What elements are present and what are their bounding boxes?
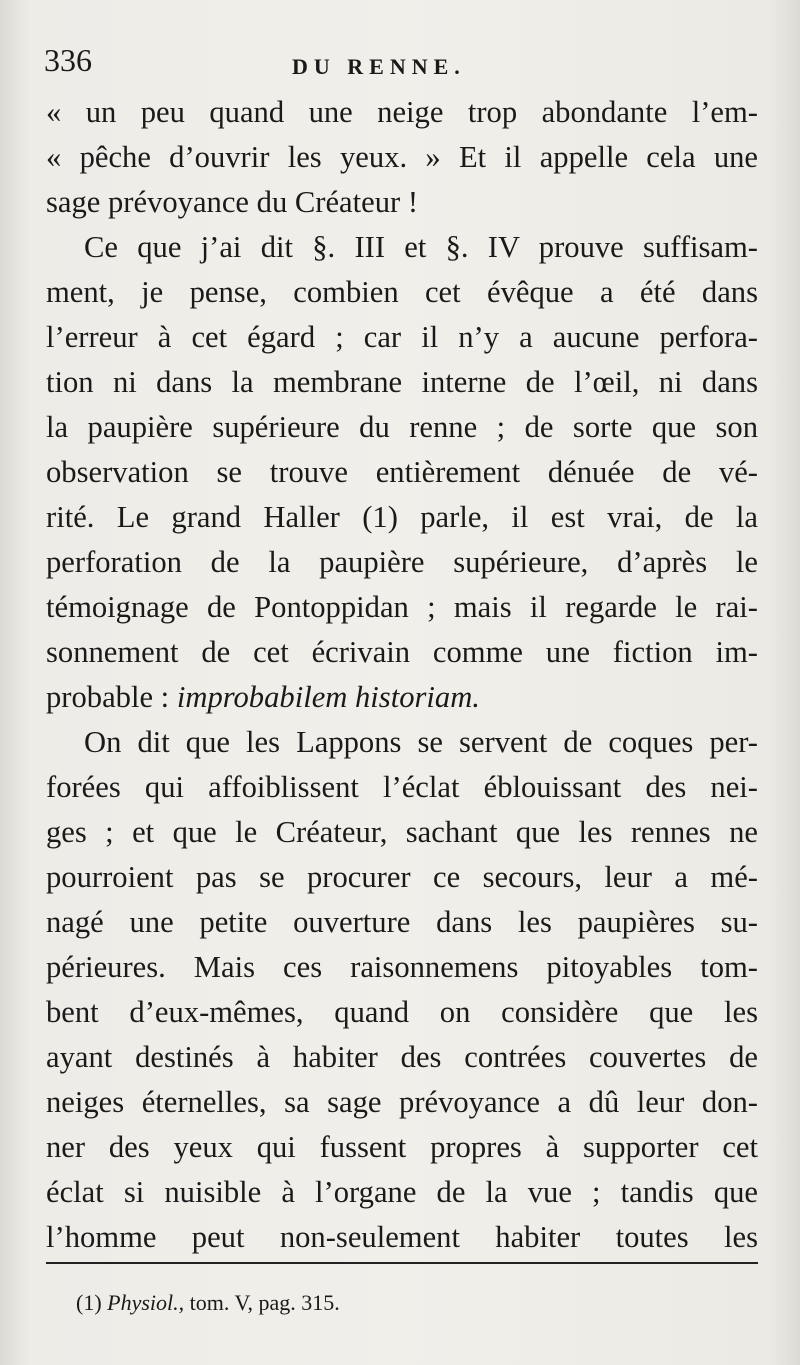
footnote: [76, 1290, 340, 1316]
text-line: On dit que les Lappons se servent de coques per-: [84, 725, 758, 759]
page-header: [44, 42, 760, 82]
text-line-last: [46, 675, 758, 720]
text-line: Ce que j’ai dit §. III et §. IV prouve suffisam-: [84, 230, 758, 264]
footnote-title: Physiol.: [107, 1290, 179, 1315]
footnote-marker: (1): [76, 1290, 108, 1315]
text-line: sage prévoyance du Créateur !: [46, 185, 419, 219]
text-line: rité. Le grand Haller (1) parle, il est vrai, de la: [46, 500, 758, 534]
paragraph-3: [46, 720, 758, 1260]
paragraph-2: [46, 225, 758, 720]
text-line: éclat si nuisible à l’organe de la vue ; tandis que: [46, 1175, 758, 1209]
text-line: la paupière supérieure du renne ; de sorte que son: [46, 410, 758, 444]
text-line: « un peu quand une neige trop abondante l’em-: [46, 95, 758, 129]
text-line: neiges éternelles, sa sage prévoyance a dû leur don-: [46, 1085, 758, 1119]
footnote-divider: [46, 1262, 758, 1264]
body-text: [46, 90, 758, 1260]
text-line: ment, je pense, combien cet évêque a été dans: [46, 275, 758, 309]
text-line: forées qui affoiblissent l’éclat éblouissant des nei-: [46, 770, 758, 804]
text-line: témoignage de Pontoppidan ; mais il regarde le rai-: [46, 590, 758, 624]
text-line: tion ni dans la membrane interne de l’œil, ni dans: [46, 365, 758, 399]
text-line: l’erreur à cet égard ; car il n’y a aucune perfora-: [46, 320, 758, 354]
text-line: périeures. Mais ces raisonnemens pitoyables tom-: [46, 950, 758, 984]
running-head: DU RENNE.: [292, 54, 466, 79]
text-line: ayant destinés à habiter des contrées couvertes de: [46, 1040, 758, 1074]
text-line: pourroient pas se procurer ce secours, leur a mé-: [46, 860, 758, 894]
footnote-reference: , tom. V, pag. 315.: [178, 1290, 340, 1315]
text-line: nagé une petite ouverture dans les paupières su-: [46, 905, 758, 939]
text-line: l’homme peut non-seulement habiter toutes les: [46, 1220, 758, 1254]
text-line: bent d’eux-mêmes, quand on considère que les: [46, 995, 758, 1029]
paragraph-1: [46, 90, 758, 225]
text-fragment: probable :: [46, 680, 177, 714]
latin-quote: improbabilem historiam.: [176, 680, 480, 714]
text-line: ner des yeux qui fussent propres à supporter cet: [46, 1130, 758, 1164]
text-line: « pêche d’ouvrir les yeux. » Et il appelle cela une: [46, 140, 758, 174]
text-line: ges ; et que le Créateur, sachant que les rennes ne: [46, 815, 758, 849]
text-line: sonnement de cet écrivain comme une fiction im-: [46, 635, 758, 669]
page-number: 336: [44, 42, 92, 78]
text-line: perforation de la paupière supérieure, d’après le: [46, 545, 758, 579]
text-line: observation se trouve entièrement dénuée de vé-: [46, 455, 758, 489]
